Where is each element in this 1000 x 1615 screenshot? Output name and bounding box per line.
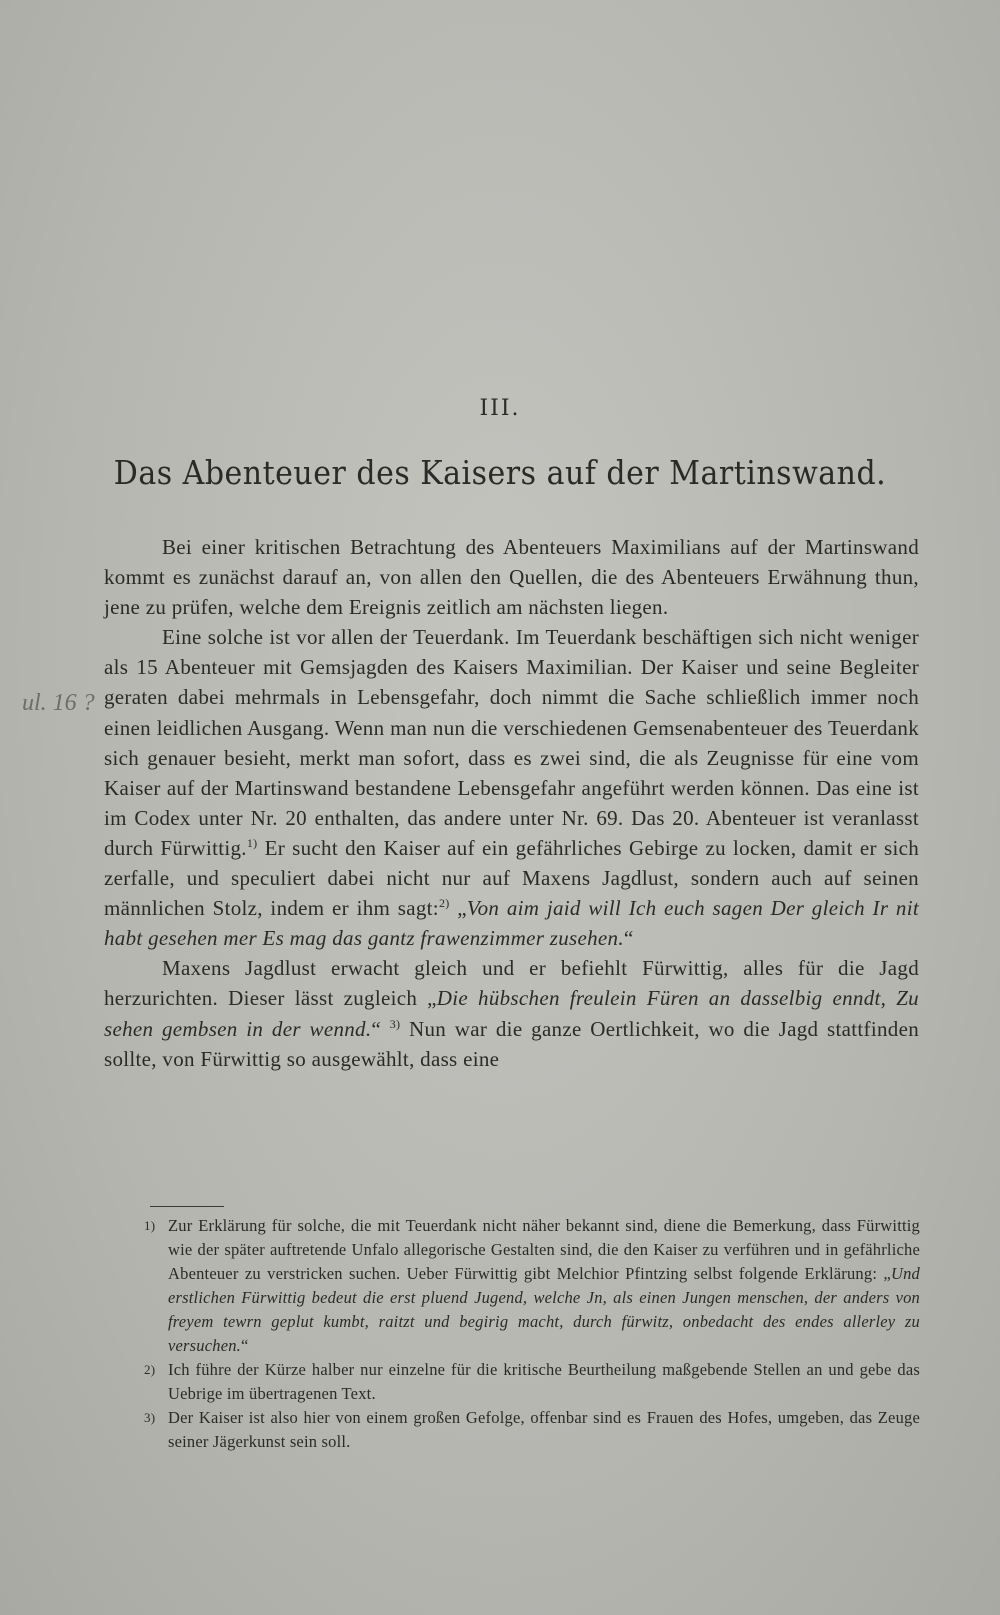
italic-quote: Die hübschen freulein Füren an dasselbig enndt, Zu sehen gembsen in der wennd.	[104, 986, 919, 1041]
text-run: Er sucht den Kaiser auf ein gefährliches Gebirge zu locken, damit er sich zerfalle, und speculiert dabei nicht nur auf Maxens Jagdlust, sondern auch auf seinen männlichen Stolz, indem er ihm sagt:	[104, 835, 920, 921]
handwritten-margin-note: ul. 16 ?	[22, 690, 95, 716]
footnote	[142, 1406, 920, 1454]
text-run: Der Kaiser ist also hier von einem großen Gefolge, offenbar sind es Frauen des Hofes, umgeben, das Zeuge seiner Jägerkunst sein soll.	[168, 1408, 920, 1451]
body-text	[104, 532, 919, 1074]
chapter-title: Das Abenteuer des Kaisers auf der Martinswand.	[113, 454, 887, 493]
footnote-mark: 3)	[144, 1410, 156, 1425]
text-run: “	[623, 926, 634, 951]
footnote	[142, 1214, 920, 1358]
text-run: Maxens Jagdlust erwacht gleich und er befiehlt Fürwittig, alles für die Jagd herzurichten. Dieser lässt zugleich „	[104, 956, 919, 1011]
text-run: Nun war die ganze Oertlichkeit, wo die Jagd stattfinden sollte, von Fürwittig so ausgewählt, dass eine	[104, 1016, 919, 1071]
footnote-reference: 2)	[438, 896, 450, 911]
paragraph	[104, 953, 919, 1073]
chapter-number: III.	[479, 396, 521, 421]
paragraph	[104, 622, 919, 953]
text-run: Ich führe der Kürze halber nur einzelne für die kritische Beurtheilung maßgebende Stellen an und gebe das Uebrige im übertragenen Text.	[168, 1360, 920, 1403]
text-run: „	[449, 896, 467, 921]
italic-quote: Von aim jaid will Ich euch sagen Der gleich Ir nit habt gesehen mer Es mag das gantz frawenzimmer zusehen.	[104, 896, 919, 951]
text-run: Eine solche ist vor allen der Teuerdank. Im Teuerdank beschäftigen sich nicht weniger als 15 Abenteuer mit Gemsjagden des Kaisers Maximilian. Der Kaiser und seine Begleiter geraten dabei mehrmals in Lebensgefahr, doch nimmt die Sache schließlich immer noch einen leidlichen Ausgang. Wenn man nun die verschiedenen Gemsenabenteuer des Teuerdank sich genauer besieht, merkt man sofort, dass es zwei sind, die als Zeugnisse für eine vom Kaiser auf der Martinswand bestandene Lebensgefahr angeführt werden können. Das eine ist im Codex unter Nr. 20 enthalten, das andere unter Nr. 69. Das 20. Abenteuer ist veranlasst durch Fürwittig.	[104, 625, 919, 860]
footnotes	[142, 1214, 920, 1454]
footnote	[142, 1358, 920, 1406]
footnote-divider	[150, 1206, 224, 1207]
paragraph	[104, 532, 919, 622]
footnote-mark: 1)	[144, 1218, 156, 1233]
text-run: Zur Erklärung für solche, die mit Teuerdank nicht näher bekannt sind, diene die Bemerkung, dass Fürwittig wie der später auftretende Unfalo allegorische Gestalten sind, die den Kaiser zu verführen und in gefährliche Abenteuer zu verstricken suchen. Ueber Fürwittig gibt Melchior Pfintzing selbst folgende Erklärung: „	[168, 1216, 920, 1283]
text-run: “	[371, 1016, 390, 1041]
text-run: “	[241, 1336, 249, 1355]
italic-quote: Und erstlichen Fürwittig bedeut die erst pluend Jugend, welche Jn, als einen Jungen menschen, der anders von freyem tewrn geplut kumbt, raitzt und begirig macht, durch fürwitz, onbedacht des endes allerley zu versuchen.	[168, 1264, 920, 1355]
footnote-mark: 2)	[144, 1362, 156, 1377]
footnote-reference: 3)	[389, 1016, 401, 1031]
footnote-reference: 1)	[246, 835, 258, 850]
text-run: Bei einer kritischen Betrachtung des Abenteuers Maximilians auf der Martinswand kommt es zunächst darauf an, von allen den Quellen, die des Abenteuers Erwähnung thun, jene zu prüfen, welche dem Ereignis zeitlich am nächsten liegen.	[104, 535, 919, 620]
